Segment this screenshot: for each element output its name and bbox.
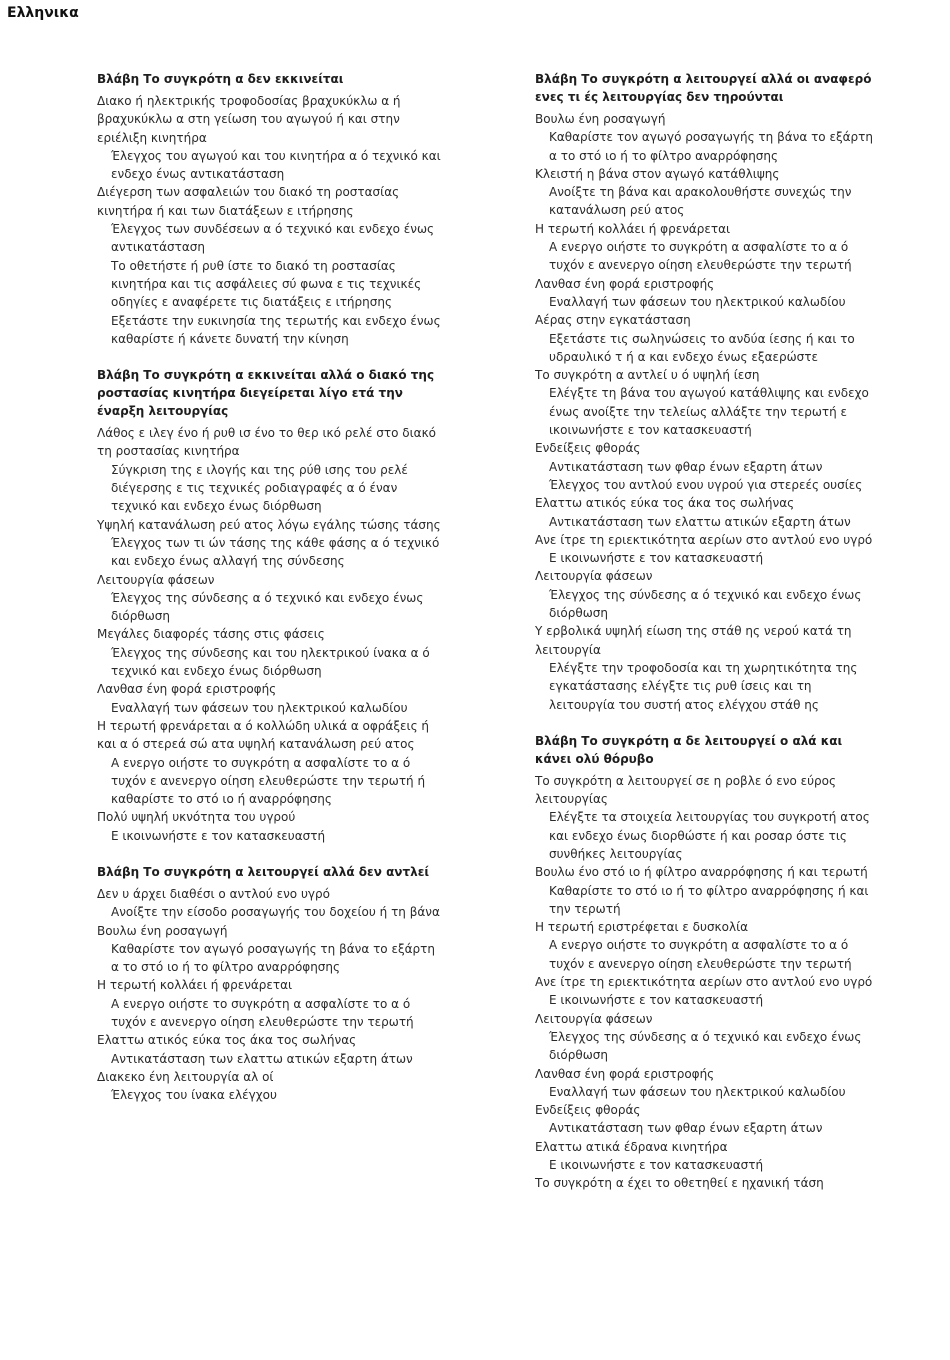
fault-remedy: Εναλλαγή των φάσεων του ηλεκτρικού καλωδίου — [111, 700, 408, 715]
fault-remedy: Ε ικοινωνήστε ε τον κατασκευαστή — [549, 551, 764, 566]
fault-cause: Λανθασ ένη φορά εριστροφής — [535, 1066, 715, 1081]
fault-remedy: Α ενεργο οιήστε το συγκρότη α ασφαλίστε το α ό τυχόν ε ανενεργο οίηση ελευθερώστε την τερωτή — [549, 938, 852, 971]
fault-cause: Ελαττω ατικός εύκα τος άκα τος σωλήνας — [535, 496, 795, 511]
troubleshooting-section — [97, 366, 442, 845]
fault-cause: Λειτουργία φάσεων — [97, 572, 215, 587]
fault-remedy: Σύγκριση της ε ιλογής και της ρύθ ισης του ρελέ διέγερσης ε τις τεχνικές ροδιαγραφές α ό έναν τεχνικό και ενδεχο ένως διόρθωση — [111, 462, 408, 514]
fault-remedy: Ε ικοινωνήστε ε τον κατασκευαστή — [111, 828, 326, 843]
fault-remedy: Έλεγχος της σύνδεσης α ό τεχνικό και ενδεχο ένως διόρθωση — [549, 1029, 862, 1063]
fault-cause: Λανθασ ένη φορά εριστροφής — [97, 682, 277, 697]
fault-cause: Αέρας στην εγκατάσταση — [535, 313, 691, 328]
fault-cause: Βουλω ένη ροσαγωγή — [97, 923, 228, 938]
fault-remedy: Καθαρίστε τον αγωγό ροσαγωγής τη βάνα το εξάρτη α το στό ιο ή το φίλτρο αναρρόφησης — [111, 941, 435, 975]
fault-remedy: Ε ικοινωνήστε ε τον κατασκευαστή — [549, 1158, 764, 1173]
fault-cause: Υ ερβολικά υψηλή είωση της στάθ ης νερού κατά τη λειτουργία — [535, 624, 852, 657]
fault-cause: Το συγκρότη α λειτουργεί σε η ροβλε ό ενο εύρος λειτουργίας — [535, 773, 837, 807]
fault-cause: Διακεκο ένη λειτουργία αλ οί — [97, 1069, 274, 1084]
fault-cause: Υψηλή κατανάλωση ρεύ ατος λόγω εγάλης τώσης τάσης — [97, 517, 441, 532]
section-title: Βλάβη Το συγκρότη α λειτουργεί αλλά δεν αντλεί — [97, 864, 430, 879]
fault-cause: Ελαττω ατικός εύκα τος άκα τος σωλήνας — [97, 1033, 357, 1048]
fault-remedy: Έλεγχος της σύνδεσης α ό τεχνικό και ενδεχο ένως διόρθωση — [111, 590, 424, 624]
fault-remedy: Έλεγχος του ίνακα ελέγχου — [111, 1088, 277, 1103]
fault-cause: Κλειστή η βάνα στον αγωγό κατάθλιψης — [535, 166, 780, 181]
fault-cause: Ελαττω ατικά έδρανα κινητήρα — [535, 1139, 728, 1154]
fault-remedy: Καθαρίστε το στό ιο ή το φίλτρο αναρρόφησης ή και την τερωτή — [549, 883, 869, 916]
fault-cause: Διέγερση των ασφαλειών του διακό τη ροστασίας κινητήρα ή και των διατάξεων ε ιτήρησης — [97, 185, 400, 218]
troubleshooting-section — [535, 70, 880, 714]
fault-cause: Ενδείξεις φθοράς — [535, 441, 641, 456]
troubleshooting-section — [535, 732, 880, 1193]
fault-remedy: Αντικατάσταση των φθαρ ένων εξαρτη άτων — [549, 459, 823, 474]
fault-remedy: Εξετάστε την ευκινησία της τερωτής και ενδεχο ένως καθαρίστε ή κάνετε δυνατή την κίνηση — [111, 313, 441, 346]
fault-cause: Η τερωτή εριστρέφεται ε δυσκολία — [535, 920, 749, 935]
fault-cause: Μεγάλες διαφορές τάσης στις φάσεις — [97, 627, 325, 642]
fault-remedy: Ανοίξτε την είσοδο ροσαγωγής του δοχείου ή τη βάνα — [111, 905, 440, 920]
right-column — [535, 70, 880, 1211]
fault-cause: Η τερωτή κολλάει ή φρενάρεται — [535, 221, 731, 236]
fault-remedy: Καθαρίστε τον αγωγό ροσαγωγής τη βάνα το εξάρτη α το στό ιο ή το φίλτρο αναρρόφησης — [549, 130, 873, 163]
fault-remedy: Έλεγχος του αντλού ενου υγρού για στερεές ουσίες — [549, 477, 863, 492]
fault-cause: Βουλω ένη ροσαγωγή — [535, 112, 666, 126]
fault-remedy: Εναλλαγή των φάσεων του ηλεκτρικού καλωδίου — [549, 294, 846, 309]
section-title: Βλάβη Το συγκρότη α εκκινείται αλλά ο διακό της ροστασίας κινητήρα διεγείρεται λίγο ετά την έναρξη λειτουργίας — [97, 368, 435, 419]
page-language-header: Ελληνικα — [7, 5, 79, 21]
fault-cause: Ανε ίτρε τη εριεκτικότητα αερίων στο αντλού ενο υγρό — [535, 532, 873, 547]
fault-cause: Το συγκρότη α αντλεί υ ό υψηλή ίεση — [535, 368, 760, 383]
fault-cause: Δεν υ άρχει διαθέσι ο αντλού ενο υγρό — [97, 886, 330, 901]
fault-cause: Λανθασ ένη φορά εριστροφής — [535, 276, 715, 291]
fault-remedy: Αντικατάσταση των ελαττω ατικών εξαρτη άτων — [549, 514, 851, 529]
left-column — [97, 70, 442, 1123]
fault-remedy: Ελέγξτε τα στοιχεία λειτουργίας του συγκροτή ατος και ενδεχο ένως διορθώστε ή και ροσαρ όστε τις συνθήκες λειτουργίας — [549, 810, 870, 861]
fault-cause: Διακο ή ηλεκτρικής τροφοδοσίας βραχυκύκλω α ή βραχυκύκλω α στη γείωση του αγωγού ή και στην εριέλιξη κινητήρα — [97, 94, 401, 145]
fault-remedy: Αντικατάσταση των φθαρ ένων εξαρτη άτων — [549, 1121, 823, 1136]
fault-remedy: Έλεγχος της σύνδεσης α ό τεχνικό και ενδεχο ένως διόρθωση — [549, 587, 862, 621]
fault-cause: Ανε ίτρε τη εριεκτικότητα αερίων στο αντλού ενο υγρό — [535, 975, 873, 990]
fault-remedy: Ανοίξτε τη βάνα και αρακολουθήστε συνεχώς την κατανάλωση ρεύ ατος — [549, 185, 852, 218]
fault-cause: Η τερωτή κολλάει ή φρενάρεται — [97, 978, 293, 993]
fault-remedy: Έλεγχος της σύνδεσης και του ηλεκτρικού ίνακα α ό τεχνικό και ενδεχο ένως διόρθωση — [111, 645, 430, 679]
fault-remedy: Ελέγξτε τη βάνα του αγωγού κατάθλιψης και ενδεχο ένως ανοίξτε την τελείως αλλάξτε την τερωτή ε ικοινωνήστε ε τον κατασκευαστή — [549, 386, 869, 438]
fault-remedy: Αντικατάσταση των ελαττω ατικών εξαρτη άτων — [111, 1051, 413, 1066]
section-title: Βλάβη Το συγκρότη α δεν εκκινείται — [97, 72, 344, 86]
troubleshooting-section — [97, 863, 442, 1105]
fault-cause: Λειτουργία φάσεων — [535, 1011, 653, 1026]
fault-remedy: Έλεγχος των τι ών τάσης της κάθε φάσης α ό τεχνικό και ενδεχο ένως αλλαγή της σύνδεσης — [111, 535, 440, 569]
fault-cause: Το συγκρότη α έχει το οθετηθεί ε ηχανική τάση — [535, 1176, 824, 1191]
fault-remedy: Ε ικοινωνήστε ε τον κατασκευαστή — [549, 993, 764, 1008]
fault-remedy: Α ενεργο οιήστε το συγκρότη α ασφαλίστε το α ό τυχόν ε ανενεργο οίηση ελευθερώστε την τερωτή — [549, 240, 852, 273]
fault-cause: Η τερωτή φρενάρεται α ό κολλώδη υλικά α οφράξεις ή και α ό στερεά σώ ατα υψηλή κατανάλωση ρεύ ατος — [97, 718, 430, 752]
fault-remedy: Έλεγχος των συνδέσεων α ό τεχνικό και ενδεχο ένως αντικατάσταση — [111, 222, 435, 255]
section-title: Βλάβη Το συγκρότη α δε λειτουργεί ο αλά και κάνει ολύ θόρυβο — [535, 733, 843, 766]
fault-cause: Λάθος ε ιλεγ ένο ή ρυθ ισ ένο το θερ ικό ρελέ στο διακό τη ροστασίας κινητήρα — [97, 426, 436, 459]
fault-cause: Λειτουργία φάσεων — [535, 569, 653, 584]
fault-cause: Ενδείξεις φθοράς — [535, 1103, 641, 1118]
fault-remedy: Εξετάστε τις σωληνώσεις το ανδύα ίεσης ή και το υδραυλικό τ ή α και ενδεχο ένως εξαερώστε — [549, 331, 855, 364]
troubleshooting-section — [97, 70, 442, 348]
fault-remedy: Εναλλαγή των φάσεων του ηλεκτρικού καλωδίου — [549, 1084, 846, 1099]
fault-remedy: Α ενεργο οιήστε το συγκρότη α ασφαλίστε το α ό τυχόν ε ανενεργο οίηση ελευθερώστε την τερωτή ή καθαρίστε το στό ιο ή αναρρόφησης — [111, 755, 426, 807]
fault-remedy: Ελέγξτε την τροφοδοσία και τη χωρητικότητα της εγκατάστασης ελέγξτε τις ρυθ ίσεις και τη λειτουργία του συστή ατος ελέγχου στάθ ης — [549, 660, 858, 712]
fault-remedy: Έλεγχος του αγωγού και του κινητήρα α ό τεχνικό και ενδεχο ένως αντικατάσταση — [111, 148, 441, 182]
fault-cause: Βουλω ένο στό ιο ή φίλτρο αναρρόφησης ή και τερωτή — [535, 865, 868, 880]
fault-remedy: Το οθετήστε ή ρυθ ίστε το διακό τη ροστασίας κινητήρα και τις ασφάλειες σύ φωνα ε τις τεχνικές οδηγίες ε αναφέρετε τις διατάξεις ε ιτήρησης — [111, 258, 422, 310]
fault-remedy: Α ενεργο οιήστε το συγκρότη α ασφαλίστε το α ό τυχόν ε ανενεργο οίηση ελευθερώστε την τερωτή — [111, 996, 414, 1030]
fault-cause: Πολύ υψηλή υκνότητα του υγρού — [97, 810, 296, 825]
section-title: Βλάβη Το συγκρότη α λειτουργεί αλλά οι αναφερό ενες τι ές λειτουργίας δεν τηρούνται — [535, 72, 872, 104]
